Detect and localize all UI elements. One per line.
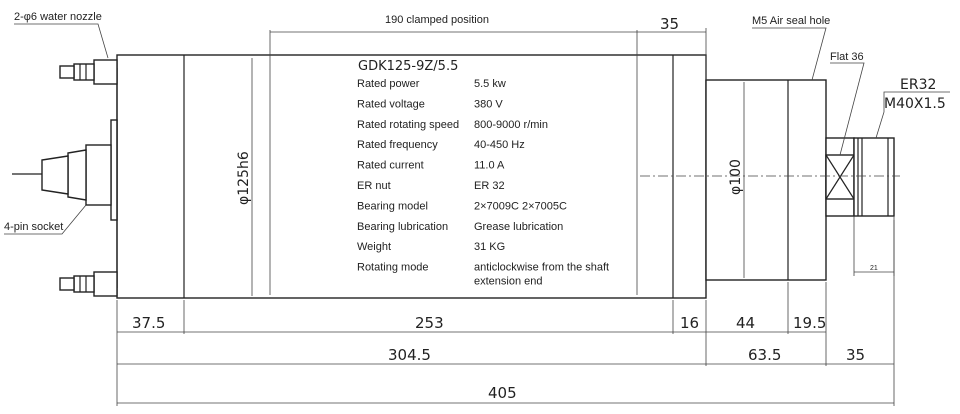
dim-16: 16 [680,314,700,332]
spec-name: Rated frequency [357,139,438,152]
dim-304-5: 304.5 [388,346,431,364]
dim-37-5: 37.5 [132,314,166,332]
clamp-extra-label: 35 [660,15,680,33]
dim-405: 405 [488,384,517,402]
front-section [706,80,826,280]
spec-name: Weight [357,241,392,254]
er-nut-label: ER32 [900,77,937,93]
socket-label: 4-pin socket [4,221,64,233]
rear-plate [111,68,117,288]
er-collet-nut [854,138,894,216]
spec-value: 5.5 kw [474,78,506,90]
dim-35: 35 [846,346,866,364]
spec-name: Rated power [357,78,420,90]
model-title [358,59,458,74]
socket-connector [12,145,111,205]
spec-value: 800-9000 r/min [474,118,548,131]
spec-value-continued: extension end [474,275,543,288]
clamped-position-label: 190 clamped position [385,14,489,26]
spec-value: 2×7009C 2×7005C [474,200,567,213]
body-diameter-label: φ125h6 [236,151,252,205]
flat-label: Flat 36 [830,51,864,63]
spec-value: 380 V [474,98,503,111]
socket-callout [4,205,86,234]
spec-name: Rotating mode [357,261,429,274]
front-diameter-label: φ100 [728,159,744,195]
dim-253: 253 [415,314,444,332]
spec-value: 40-450 Hz [474,139,525,152]
spec-name: Rated rotating speed [357,118,460,131]
dim-63-5: 63.5 [748,346,782,364]
water-nozzle-bottom [60,272,117,296]
spec-name: Bearing lubrication [357,220,449,233]
spec-name: Rated current [357,159,424,172]
water-nozzle-label: 2-φ6 water nozzle [14,11,102,23]
spec-value: 31 KG [474,241,506,254]
small-dimension [854,216,894,276]
small-dim-label: 21 [870,265,878,272]
flat-nut [826,138,854,216]
dim-19-5: 19.5 [793,314,827,332]
spec-name: ER nut [357,180,391,192]
spec-value: ER 32 [474,180,505,192]
thread-label: M40X1.5 [884,96,946,112]
spec-value: 11.0 A [474,159,505,172]
spec-value: Grease lubrication [474,220,564,233]
er-callout [876,77,950,138]
svg-text:GDK125-9Z/5.5: GDK125-9Z/5.5 [358,59,459,74]
air-seal-callout [752,15,830,80]
water-nozzle-top [60,60,117,84]
dim-44: 44 [736,314,756,332]
spec-name: Bearing model [357,200,428,213]
spec-value: anticlockwise from the shaft [474,261,610,274]
spec-name: Rated voltage [357,98,425,111]
water-nozzle-callout [14,11,108,58]
air-seal-label: M5 Air seal hole [752,15,831,27]
